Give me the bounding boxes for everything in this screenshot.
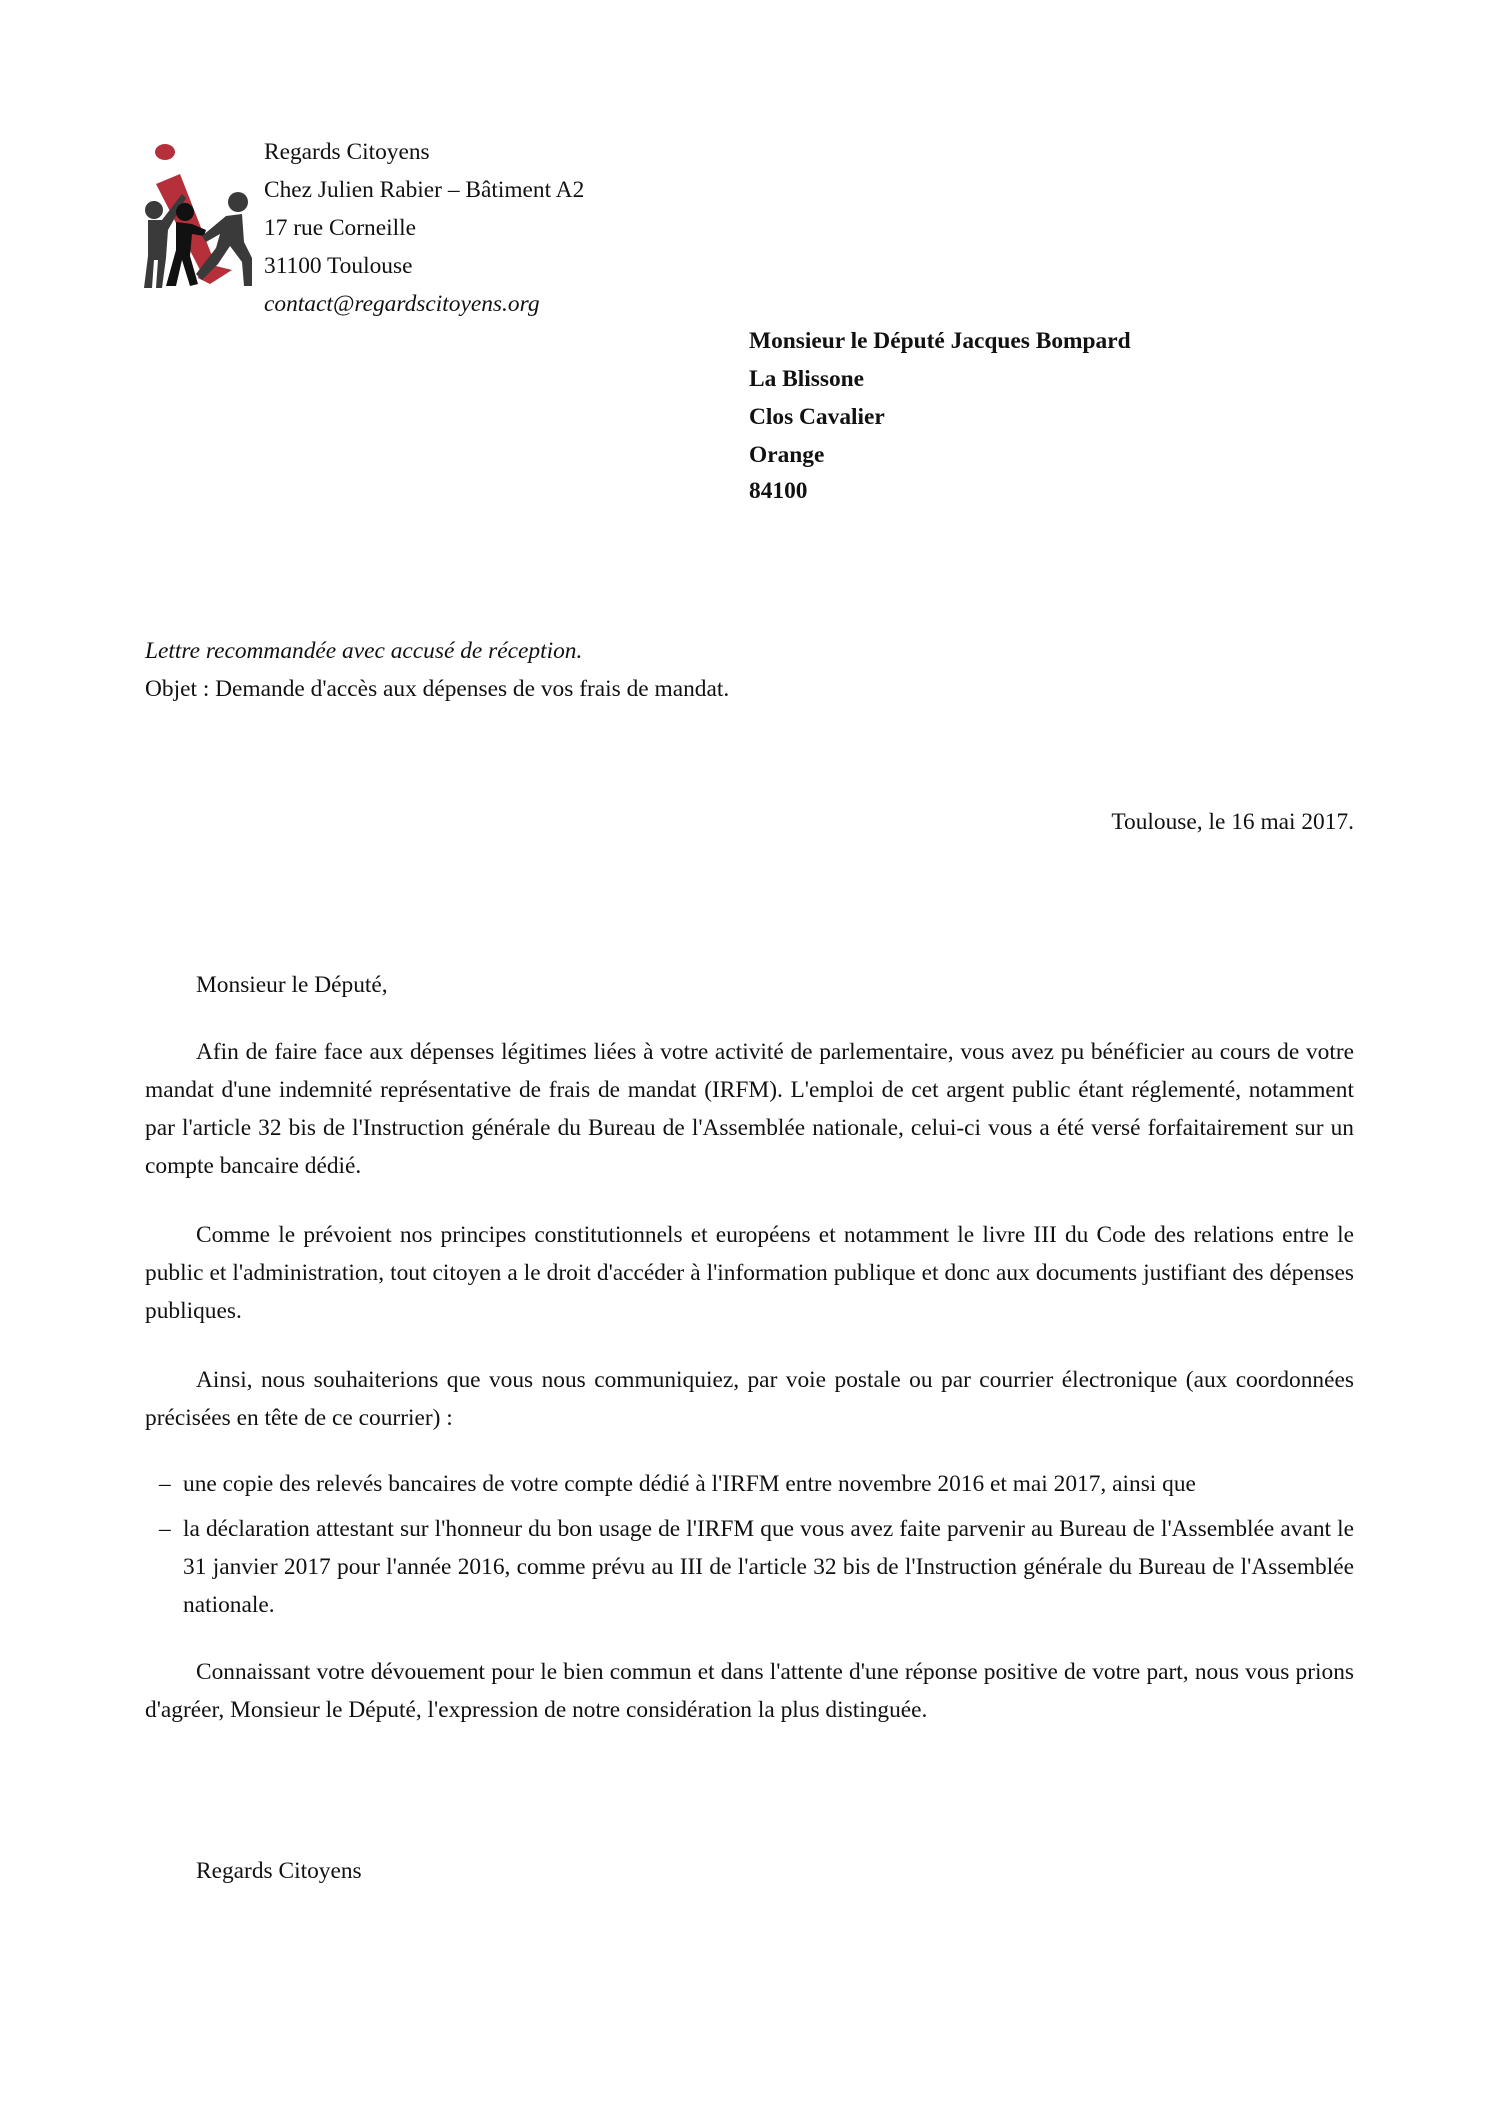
request-list: [145, 1465, 1354, 1631]
signature: Regards Citoyens: [196, 1858, 362, 1884]
sender-email: contact@regardscitoyens.org: [264, 291, 540, 317]
subject-line: Objet : Demande d'accès aux dépenses de vos frais de mandat.: [145, 676, 730, 702]
body-paragraph-1: [145, 1033, 1354, 1185]
paragraph-text: Comme le prévoient nos principes constitutionnels et européens et notamment le livre III du Code des relations entre le public et l'administration, tout citoyen a le droit d'accéder à l'information publique et donc aux documents justifiant des dépenses publiques.: [145, 1222, 1354, 1324]
request-item: [145, 1465, 1354, 1503]
request-item-text: la déclaration attestant sur l'honneur du bon usage de l'IRFM que vous avez faite parvenir au Bureau de l'Assemblée avant le 31 janvier 2017 pour l'année 2016, comme prévu au III de l'article 32 bis de l'Instruction générale du Bureau de l'Assemblée nationale.: [183, 1516, 1354, 1618]
sender-address-line2: 17 rue Corneille: [264, 215, 416, 241]
logo-red-dot: [155, 144, 175, 160]
paragraph-text: Connaissant votre dévouement pour le bien commun et dans l'attente d'une réponse positive de votre part, nous vous prions d'agréer, Monsieur le Député, l'expression de notre considération la plus distinguée.: [145, 1659, 1354, 1723]
sender-name: Regards Citoyens: [264, 139, 430, 165]
sender-address-line3: 31100 Toulouse: [264, 253, 413, 279]
recipient-line2: La Blissone: [749, 366, 865, 392]
recipient-line3: Clos Cavalier: [749, 404, 885, 430]
recipient-line5: 84100: [749, 478, 808, 504]
regards-citoyens-logo-icon: [140, 138, 252, 288]
paragraph-text: Afin de faire face aux dépenses légitimes liées à votre activité de parlementaire, vous avez pu bénéficier au cours de votre mandat d'une indemnité représentative de frais de mandat (IRFM). L'emploi de cet argent public étant réglementé, notamment par l'article 32 bis de l'Instruction générale du Bureau de l'Assemblée nationale, celui-ci vous a été versé forfaitairement sur un compte bancaire dédié.: [145, 1039, 1354, 1179]
sender-address-line1: Chez Julien Rabier – Bâtiment A2: [264, 177, 585, 203]
paragraph-text: Ainsi, nous souhaiterions que vous nous communiquiez, par voie postale ou par courrier électronique (aux coordonnées précisées en tête de ce courrier) :: [145, 1367, 1354, 1431]
dash-bullet: –: [159, 1516, 171, 1542]
recipient-line4: Orange: [749, 442, 825, 468]
dash-bullet: –: [159, 1471, 171, 1497]
body-paragraph-3: [145, 1361, 1354, 1437]
request-item: [145, 1510, 1354, 1624]
registered-mail-mention: Lettre recommandée avec accusé de réception.: [145, 638, 583, 664]
recipient-line1: Monsieur le Député Jacques Bompard: [749, 328, 1131, 354]
body-paragraph-2: [145, 1216, 1354, 1330]
salutation: Monsieur le Député,: [196, 972, 388, 998]
request-item-text: une copie des relevés bancaires de votre compte dédié à l'IRFM entre novembre 2016 et mai 2017, ainsi que: [183, 1471, 1196, 1497]
closing-paragraph: [145, 1653, 1354, 1729]
place-date: Toulouse, le 16 mai 2017.: [1111, 809, 1354, 835]
